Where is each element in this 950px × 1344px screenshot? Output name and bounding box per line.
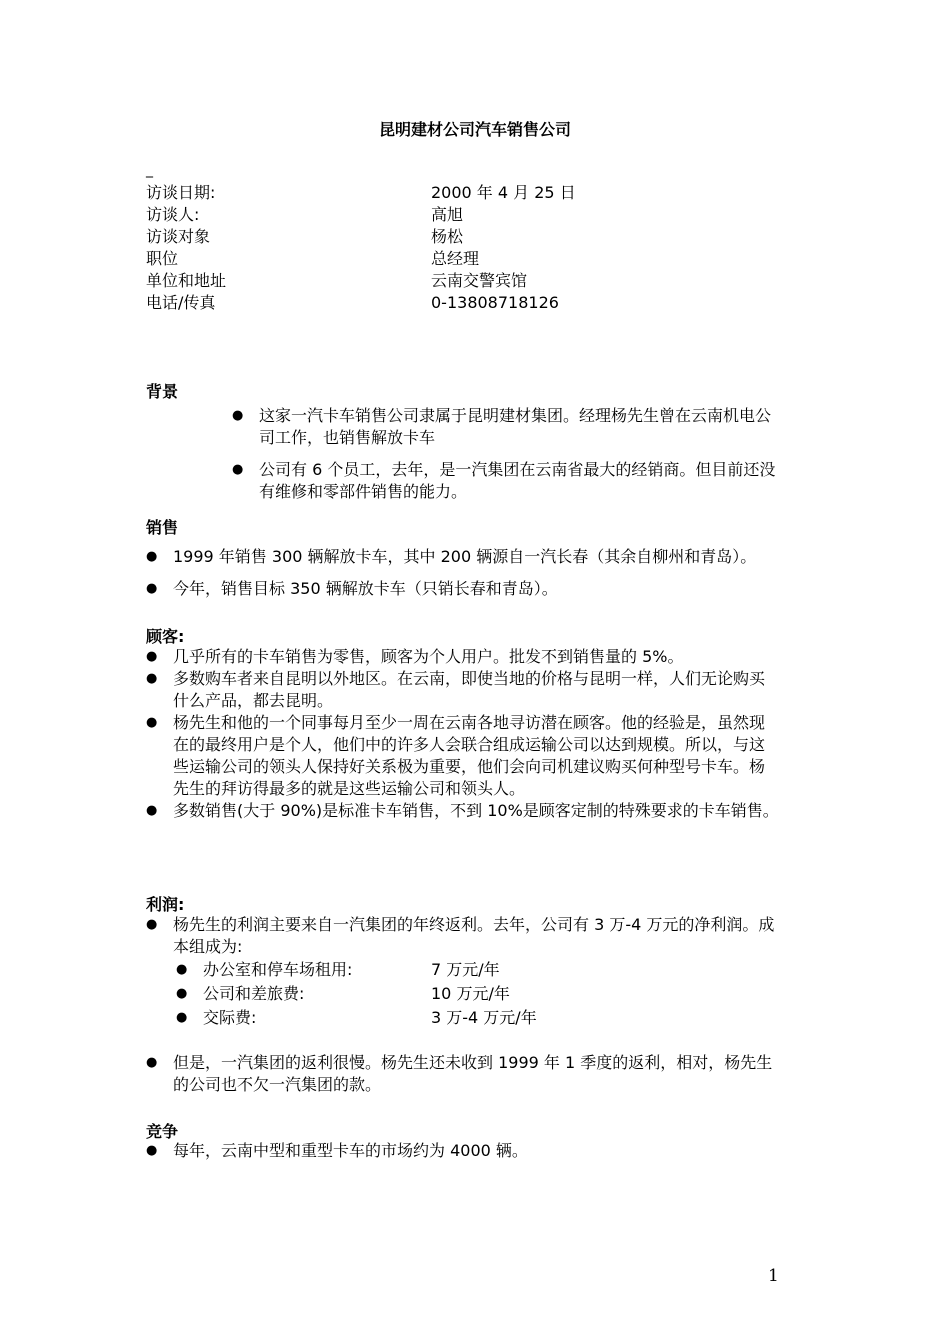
list-item-text: 多数购车者来自昆明以外地区。在云南，即使当地的价格与昆明一样，人们无论购买什么产品，都去昆明。 xyxy=(173,669,766,710)
list-item xyxy=(146,1052,779,1096)
cost-breakdown-list xyxy=(176,958,703,1030)
cost-row-rent xyxy=(176,958,703,982)
bullet-icon: ● xyxy=(146,803,158,818)
info-row-phone xyxy=(146,292,746,314)
bullet-icon: ● xyxy=(146,917,158,932)
list-item-text: 杨先生的利润主要来自一汽集团的年终返利。去年，公司有 3 万-4 万元的净利润。成本组成为: xyxy=(173,915,775,956)
customers-list xyxy=(146,646,779,822)
info-value: 2000 年 4 月 25 日 xyxy=(431,183,576,202)
info-value: 杨松 xyxy=(431,227,464,246)
bullet-icon: ● xyxy=(146,671,158,686)
info-label: 电话/传真 xyxy=(146,293,216,312)
section-heading-sales: 销售 xyxy=(146,518,179,537)
list-item-text: 多数销售(大于 90%)是标准卡车销售，不到 10%是顾客定制的特殊要求的卡车销售。 xyxy=(173,801,779,820)
info-value: 高旭 xyxy=(431,205,464,224)
cost-label: 办公室和停车场租用: xyxy=(203,960,353,979)
competition-list xyxy=(146,1140,779,1162)
background-list xyxy=(232,405,779,503)
page-number: 1 xyxy=(768,1266,779,1286)
info-row-interviewer xyxy=(146,204,746,226)
profit-list-2 xyxy=(146,1052,779,1096)
section-heading-profit: 利润: xyxy=(146,895,185,914)
separator-dash: _ xyxy=(146,162,153,178)
bullet-icon: ● xyxy=(146,715,158,730)
list-item xyxy=(232,405,779,449)
cost-value: 7 万元/年 xyxy=(431,960,500,979)
list-item xyxy=(232,459,779,503)
list-item xyxy=(146,712,779,800)
page-title: 昆明建材公司汽车销售公司 xyxy=(378,120,571,139)
bullet-icon: ● xyxy=(146,649,158,664)
list-item-text: 几乎所有的卡车销售为零售，顾客为个人用户。批发不到销售量的 5%。 xyxy=(173,647,684,666)
info-label: 访谈日期: xyxy=(146,183,216,202)
cost-value: 3 万-4 万元/年 xyxy=(431,1008,537,1027)
info-label: 单位和地址 xyxy=(146,271,227,290)
cost-row-entertainment xyxy=(176,1006,703,1030)
bullet-icon: ● xyxy=(176,1010,188,1025)
info-row-date xyxy=(146,182,746,204)
info-value: 云南交警宾馆 xyxy=(431,271,528,290)
section-heading-competition: 竞争 xyxy=(146,1122,179,1141)
cost-label: 交际费: xyxy=(203,1008,257,1027)
cost-value: 10 万元/年 xyxy=(431,984,510,1003)
list-item-text: 但是，一汽集团的返利很慢。杨先生还未收到 1999 年 1 季度的返利，相对，杨先生的公司也不欠一汽集团的款。 xyxy=(173,1053,773,1094)
bullet-icon: ● xyxy=(176,962,188,977)
list-item xyxy=(146,546,779,568)
info-row-interviewee xyxy=(146,226,746,248)
bullet-icon: ● xyxy=(232,462,244,477)
sales-list xyxy=(146,546,779,600)
bullet-icon: ● xyxy=(146,1055,158,1070)
list-item xyxy=(146,800,779,822)
list-item xyxy=(146,914,779,958)
cost-label: 公司和差旅费: xyxy=(203,984,305,1003)
bullet-icon: ● xyxy=(146,1143,158,1158)
bullet-icon: ● xyxy=(146,549,158,564)
list-item-text: 每年，云南中型和重型卡车的市场约为 4000 辆。 xyxy=(173,1141,528,1160)
list-item xyxy=(146,668,779,712)
info-label: 职位 xyxy=(146,249,179,268)
bullet-icon: ● xyxy=(176,986,188,1001)
cost-row-travel xyxy=(176,982,703,1006)
info-value: 0-13808718126 xyxy=(431,293,559,312)
bullet-icon: ● xyxy=(146,581,158,596)
info-row-position xyxy=(146,248,746,270)
list-item-text: 杨先生和他的一个同事每月至少一周在云南各地寻访潜在顾客。他的经验是，虽然现在的最终用户是个人，他们中的许多人会联合组成运输公司以达到规模。所以，与这些运输公司的领头人保持好关系极为重要，他们会向司机建议购买何种型号卡车。杨先生的拜访得最多的就是这些运输公司和领头人。 xyxy=(173,713,766,798)
bullet-icon: ● xyxy=(232,408,244,423)
profit-list xyxy=(146,914,779,958)
list-item-text: 1999 年销售 300 辆解放卡车，其中 200 辆源自一汽长春（其余自柳州和青岛）。 xyxy=(173,547,757,566)
list-item xyxy=(146,1140,779,1162)
list-item xyxy=(146,646,779,668)
info-label: 访谈人: xyxy=(146,205,200,224)
list-item-text: 今年，销售目标 350 辆解放卡车（只销长春和青岛）。 xyxy=(173,579,558,598)
section-heading-background: 背景 xyxy=(146,382,179,401)
info-value: 总经理 xyxy=(431,249,480,268)
list-item-text: 这家一汽卡车销售公司隶属于昆明建材集团。经理杨先生曾在云南机电公司工作，也销售解放卡车 xyxy=(259,406,772,447)
section-heading-customers: 顾客: xyxy=(146,627,185,646)
list-item xyxy=(146,578,779,600)
list-item-text: 公司有 6 个员工，去年，是一汽集团在云南省最大的经销商。但目前还没有维修和零部件销售的能力。 xyxy=(259,460,776,501)
interview-info-table xyxy=(146,182,746,314)
info-row-address xyxy=(146,270,746,292)
info-label: 访谈对象 xyxy=(146,227,211,246)
